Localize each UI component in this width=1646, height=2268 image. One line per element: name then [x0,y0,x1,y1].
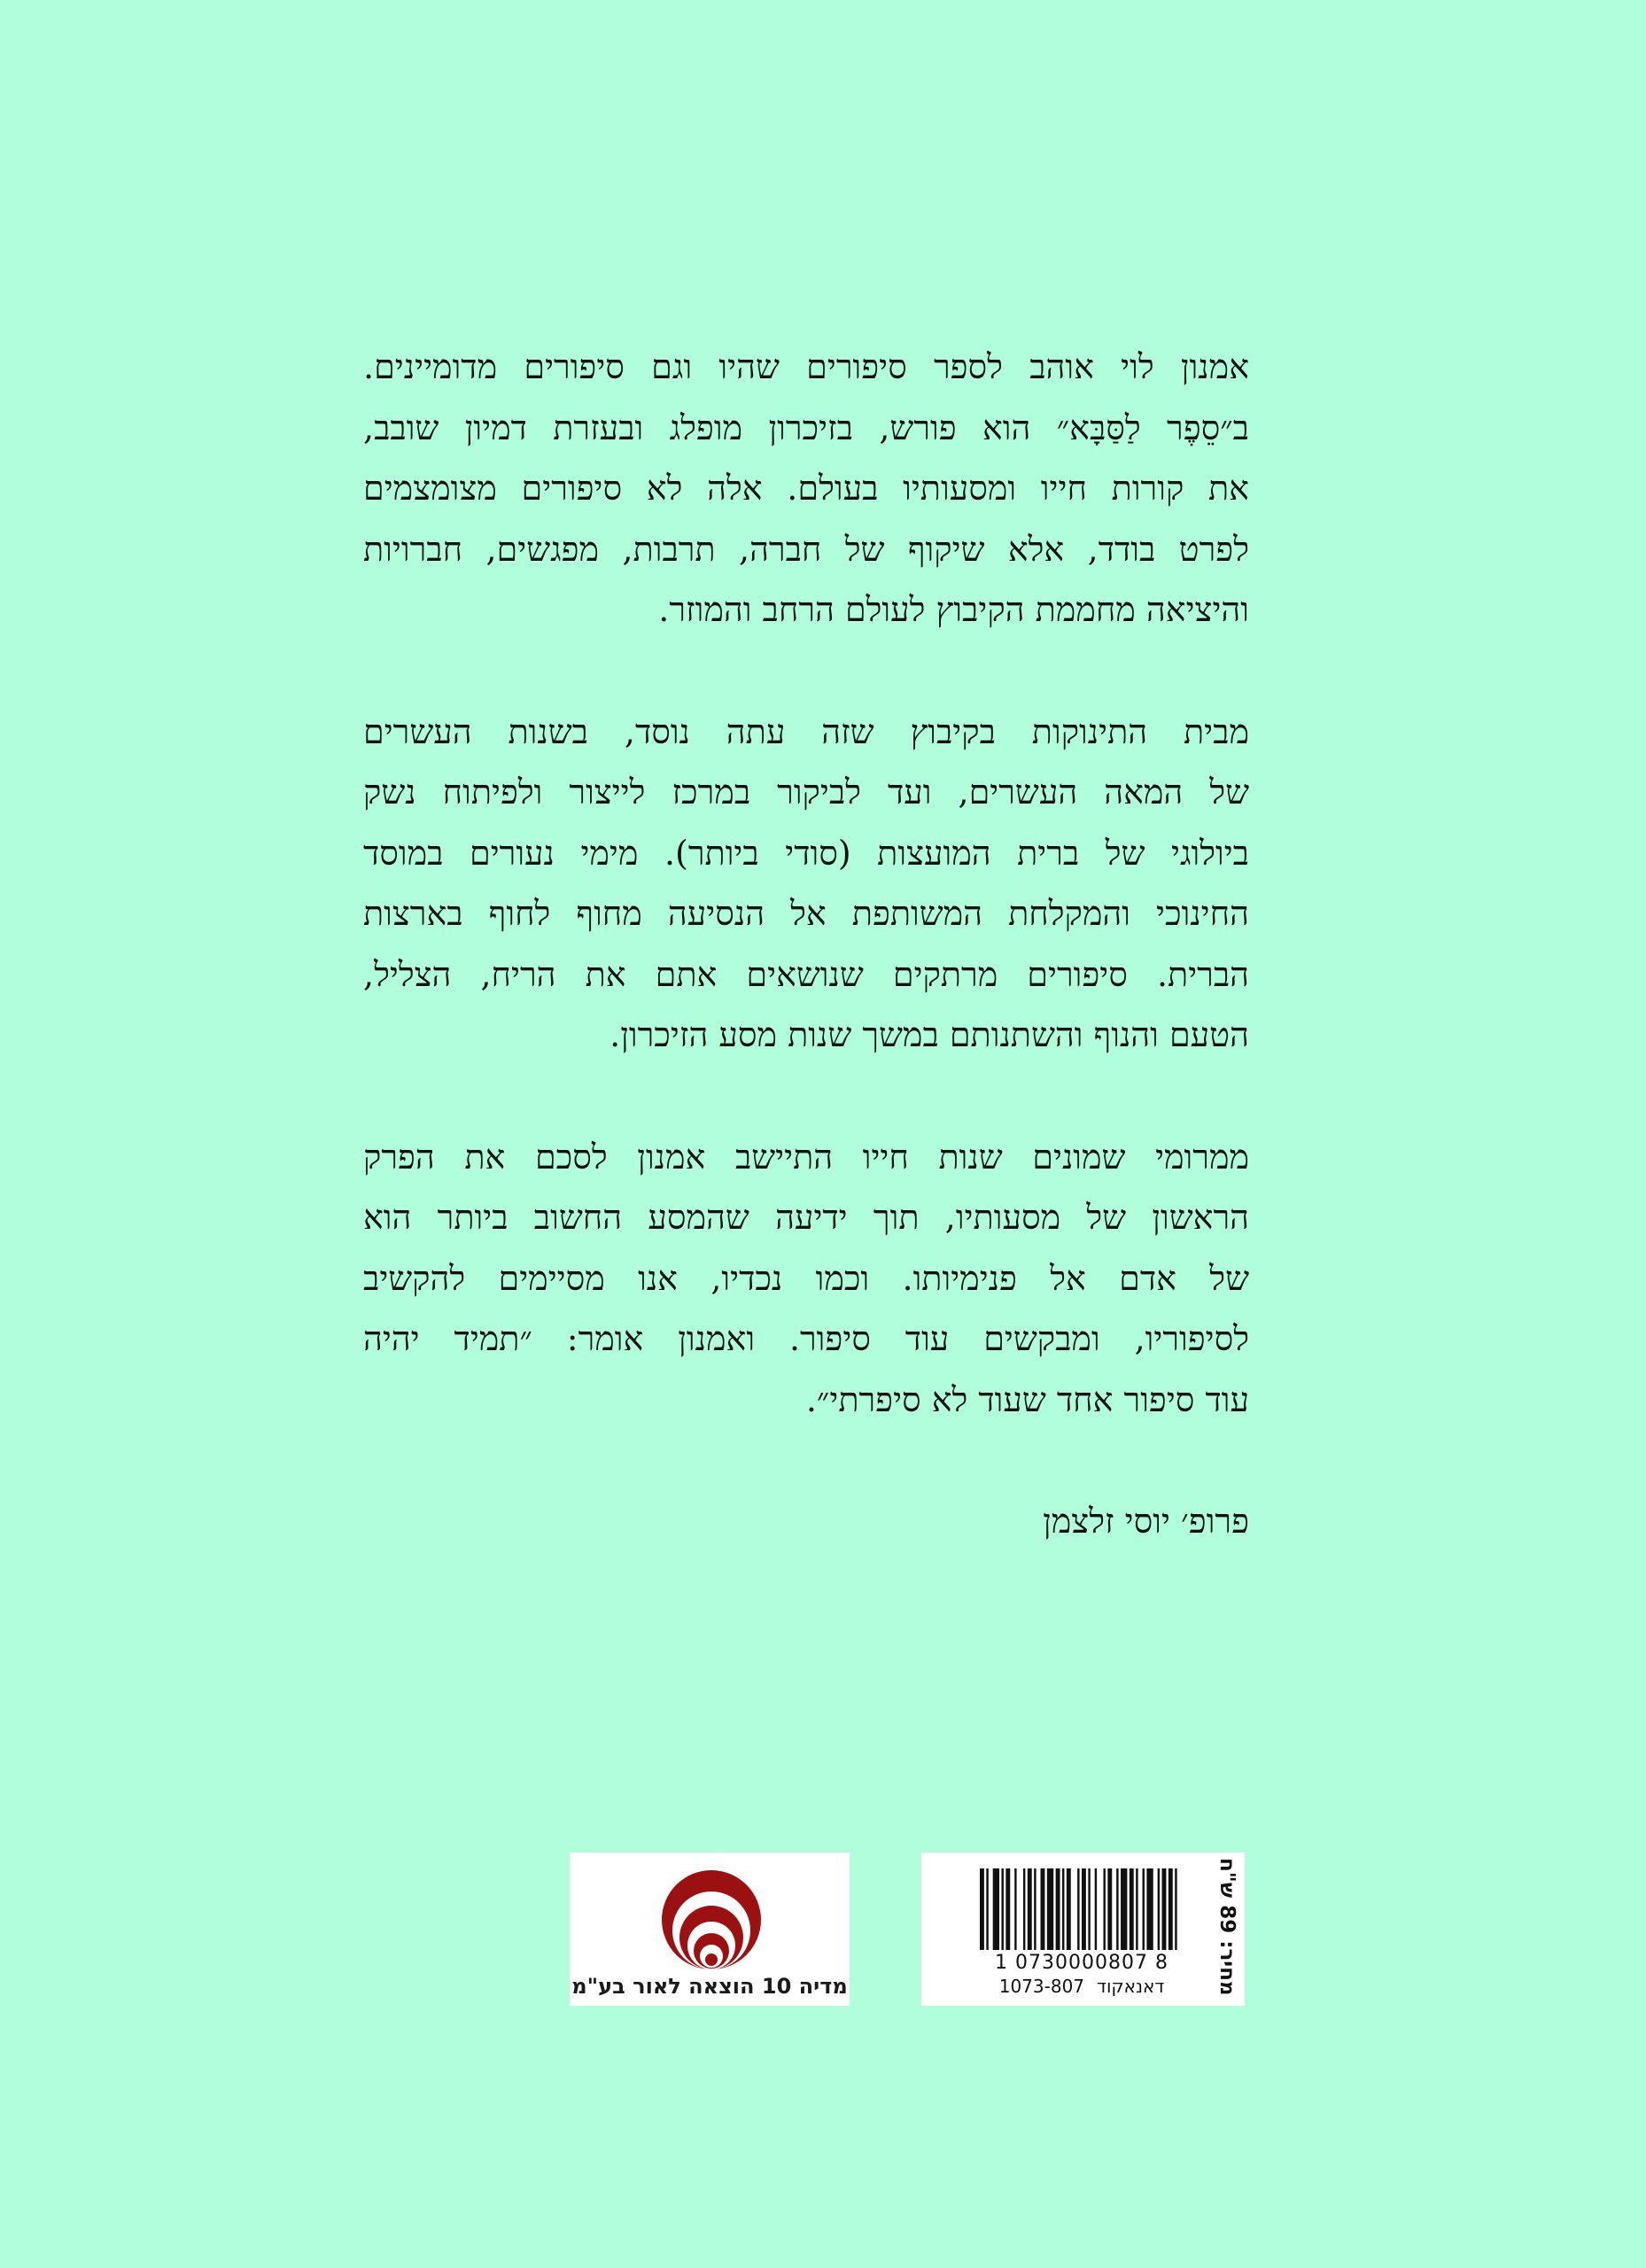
blurb-line: מבית התינוקות בקיבוץ שזה עתה נוסד, בשנות העשרים [363,711,1249,751]
blurb-line: ממרומי שמונים שנות חייו התיישב אמנון לסכם את הפרק [363,1137,1249,1177]
danacode-label: דאנאקוד [1097,1976,1165,1997]
blurb-line: עוד סיפור אחד שעוד לא סיפרתי״. [805,1379,1249,1419]
barcode-bar [1107,1868,1112,1950]
barcode-bar [1143,1868,1145,1950]
blurb-line: את קורות חייו ומסעותיו בעולם. אלה לא סיפורים מצומצמים [363,469,1249,508]
barcode-icon [980,1868,1184,1950]
barcode-bar [1088,1868,1090,1950]
barcode-bar [1067,1868,1071,1950]
blurb-line: הטעם והנוף והשתנותם במשך שנות מסע הזיכרון. [609,1015,1249,1054]
blurb-line: לסיפוריו, ומבקשים עוד סיפור. ואמנון אומר: ״תמיד יהיה [363,1319,1249,1358]
barcode-bar [1158,1868,1160,1950]
barcode-bar [1116,1868,1118,1950]
barcode-bar [1121,1868,1127,1950]
blurb-line: אמנון לוי אוהב לספר סיפורים שהיו וגם סיפורים מדומיינים. [363,347,1249,386]
barcode-bar [1005,1868,1010,1950]
barcode-box [921,1852,1245,2006]
blurb-line: הראשון של מסעותיו, תוך ידיעה שהמסע החשוב ביותר הוא [363,1198,1249,1237]
barcode-bar [1136,1868,1137,1950]
barcode-bar [980,1868,984,1950]
barcode-number: 1 0730000807 8 [995,1952,1169,1974]
danacode-number: 1073-807 [998,1976,1085,1997]
barcode-bar [1169,1868,1173,1950]
blurb-signature: פרופ׳ יוסי זלצמן [1043,1502,1249,1541]
barcode-bar [1175,1868,1176,1950]
barcode-bar [1014,1868,1016,1950]
blurb-paragraph-1 [363,337,1249,641]
blurb-line: ב״סֵפֶר לַסַּבָּא״ הוא פורש, בזיכרון מופלג ובעזרת דמיון שובב, [363,408,1249,447]
blurb-paragraph-2 [363,702,1249,1066]
publisher-logo-icon [658,1867,765,1973]
barcode-bar [1034,1868,1036,1950]
barcode-bar [1082,1868,1086,1950]
blurb-line: הברית. סיפורים מרתקים שנושאים אתם את הריח, הצליל, [363,954,1249,994]
barcode-bar [1077,1868,1079,1950]
back-cover-blurb [363,337,1249,1551]
barcode-bar [1103,1868,1105,1950]
barcode-bar [1062,1868,1064,1950]
barcode-bar [1023,1868,1025,1950]
barcode-bar [993,1868,999,1950]
blurb-paragraph-3 [363,1127,1249,1431]
danacode [980,1976,1184,1997]
barcode-bar [1047,1868,1053,1950]
barcode-bar [1041,1868,1045,1950]
barcode-bar [1001,1868,1003,1950]
barcode-bar [1095,1868,1097,1950]
blurb-line: של המאה העשרים, ועד לביקור במרכז לייצור ולפיתוח נשק [363,773,1249,812]
blurb-line: לפרט בודד, אלא שיקוף של חברה, תרבות, מפגשים, חברויות [363,529,1249,569]
barcode-bar [1130,1868,1134,1950]
blurb-line: והיציאה מחממת הקיבוץ לעולם הרחב והמוזר. [658,590,1249,629]
price-label: מחיר: 89 ש"ח [1215,1858,1238,1996]
blurb-line: של אדם אל פנימיותו. וכמו נכדיו, אנו מסיימים להקשיב [363,1258,1249,1298]
barcode-bar [1056,1868,1060,1950]
blurb-line: ביולוגי של ברית המועצות (סודי ביותר). מימי נעורים במוסד [363,833,1249,873]
publisher-name: מדיה 10 הוצאה לאור בע"מ [571,1974,848,1999]
blurb-line: החינוכי והמקלחת המשותפת אל הנסיעה מחוף לחוף בארצות [363,894,1249,933]
publisher-logo-box [570,1852,850,2006]
barcode-bar [1162,1868,1167,1950]
barcode-bar [1146,1868,1153,1950]
barcode-bar [1028,1868,1032,1950]
barcode-bar [986,1868,988,1950]
